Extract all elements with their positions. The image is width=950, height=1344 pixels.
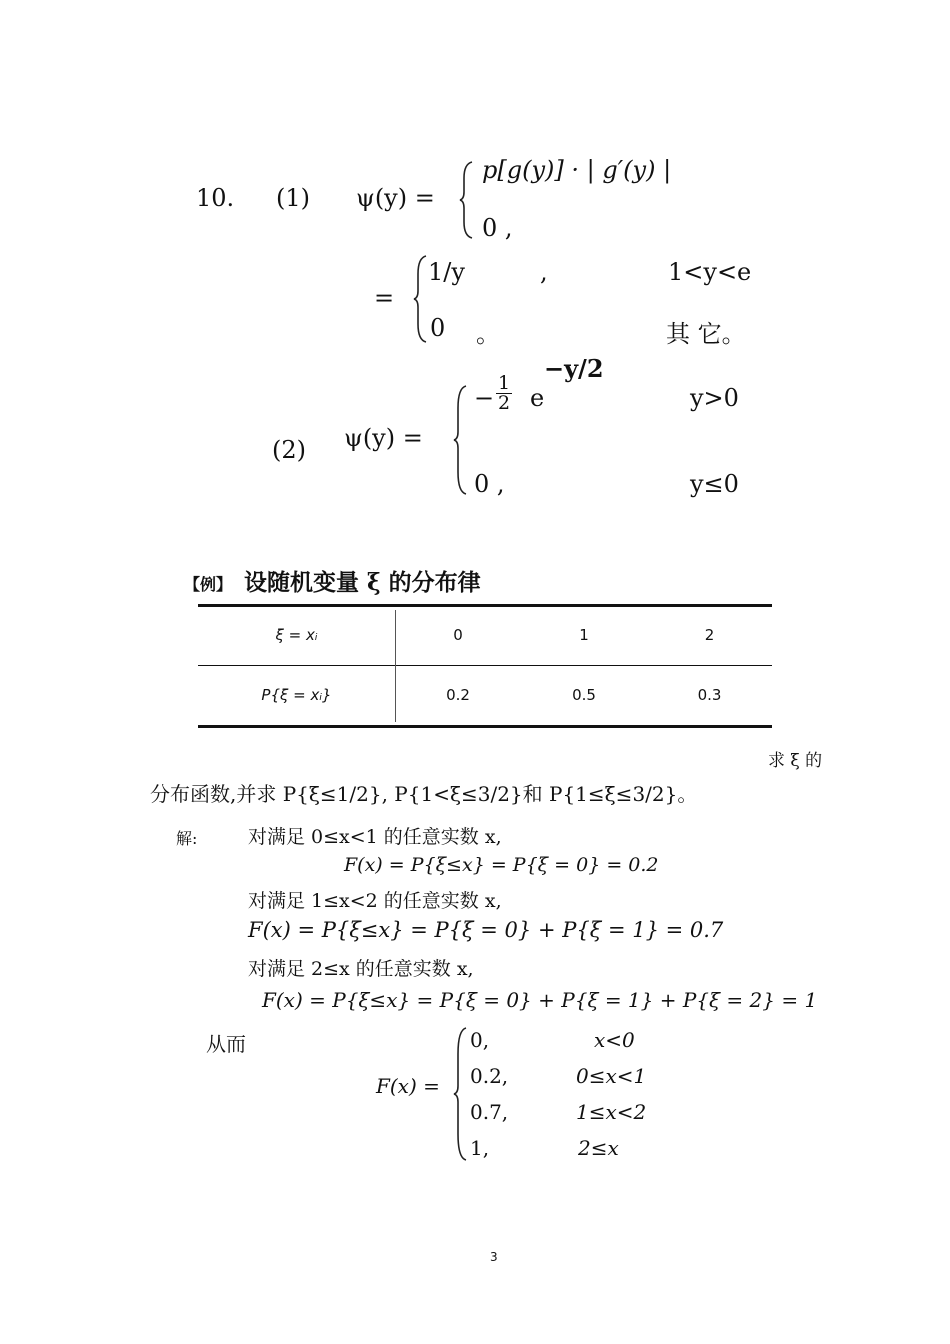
example-tag: 【例】 [184, 575, 233, 594]
solution-line-3: 对满足 1≤x<2 的任意实数 x, [248, 890, 502, 912]
table-row [198, 605, 772, 665]
ask-tail: 求 ξ 的 [768, 751, 823, 771]
table-bottom-rule [198, 725, 772, 728]
case2-line2-cond: 其 它。 [666, 320, 746, 348]
page-number: 3 [490, 1250, 498, 1264]
case2-line2-expr: 0 [430, 314, 446, 342]
p2-e: e [530, 384, 545, 412]
F-case-val: 0, [470, 1028, 490, 1052]
p2-cond1: y>0 [690, 384, 739, 412]
F-case-cond: 2≤x [578, 1136, 619, 1160]
p2-cond2: y≤0 [690, 470, 739, 498]
F-case-cond: 1≤x<2 [576, 1100, 647, 1124]
case2-comma: , [540, 258, 548, 286]
row-header-values: ξ = xᵢ [275, 626, 318, 644]
problem-number: 10. [196, 184, 235, 212]
F-case-val: 1, [470, 1136, 490, 1160]
part2-label: (2) [272, 436, 306, 464]
p2-numerator: 1 [498, 372, 511, 394]
solution-line-2: F(x) = P{ξ≤x} = P{ξ = 0} = 0.2 [344, 854, 659, 876]
p2-line2: 0 , [474, 470, 505, 498]
left-brace-1 [458, 160, 476, 240]
F-case-cond: 0≤x<1 [576, 1064, 647, 1088]
psi2-lhs: ψ(y) = [344, 424, 423, 452]
solution-line-4: F(x) = P{ξ≤x} = P{ξ = 0} + P{ξ = 1} = 0.7 [248, 918, 724, 942]
p2-exponent: −y/2 [544, 354, 604, 383]
value-cell: 1 [579, 626, 589, 644]
F-case-val: 0.2, [470, 1064, 509, 1088]
prob-cell: 0.3 [697, 686, 722, 704]
ask-line: 分布函数,并求 P{ξ≤1/2}, P{1<ξ≤3/2}和 P{1≤ξ≤3/2}。 [150, 782, 698, 806]
therefore-label: 从而 [206, 1032, 246, 1056]
table-row [198, 665, 772, 725]
value-cell: 0 [453, 626, 463, 644]
prob-cell: 0.5 [572, 686, 596, 704]
solution-line-5: 对满足 2≤x 的任意实数 x, [248, 958, 474, 980]
case1-line2: 0 , [482, 214, 513, 242]
F-case-cond: x<0 [594, 1028, 635, 1052]
case2-expr: 1/y [428, 258, 465, 286]
solution-line-1: 对满足 0≤x<1 的任意实数 x, [248, 826, 502, 848]
left-brace-3 [452, 384, 470, 496]
prob-cell: 0.2 [446, 686, 470, 704]
case2-cond: 1<y<e [668, 258, 752, 286]
eq-sign: = [374, 284, 395, 312]
row-header-probs: P{ξ = xᵢ} [261, 686, 332, 704]
p2-denominator: 2 [498, 392, 511, 414]
distribution-table [198, 605, 772, 725]
p2-fraction [496, 374, 512, 413]
solution-label: 解: [176, 829, 198, 848]
value-cell: 2 [704, 626, 715, 644]
solution-line-6: F(x) = P{ξ≤x} = P{ξ = 0} + P{ξ = 1} + P{ξ = 2} = 1 [262, 988, 818, 1012]
F-lhs: F(x) = [376, 1074, 440, 1098]
left-brace-4 [452, 1026, 470, 1162]
part1-label: (1) [276, 184, 310, 212]
F-case-val: 0.7, [470, 1100, 509, 1124]
example-title: 设随机变量 ξ 的分布律 [244, 569, 481, 596]
case1-line1: p[g(y)] · | g′(y) | [482, 156, 672, 184]
psi-lhs: ψ(y) = [356, 184, 435, 212]
p2-minus: − [474, 384, 495, 412]
case2-line2-dot: 。 [476, 320, 500, 348]
